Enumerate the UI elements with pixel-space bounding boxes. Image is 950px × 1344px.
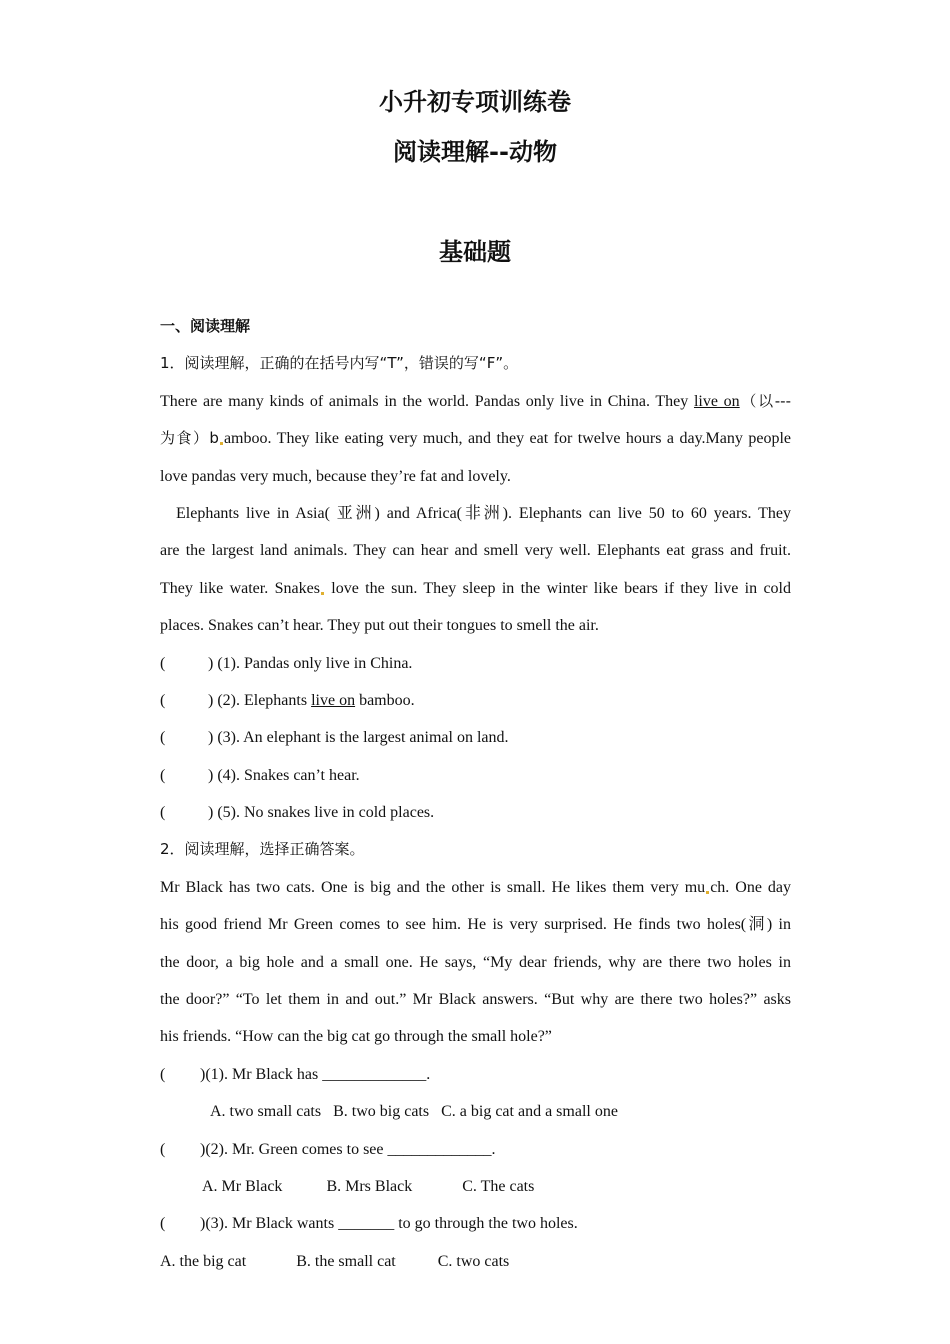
underlined-phrase: live on: [311, 691, 356, 709]
q2-question: ( )(1). Mr Black has _____________.: [160, 1065, 431, 1083]
underlined-phrase: live on: [693, 392, 740, 410]
q1-item: ( ) (4). Snakes can’t hear.: [160, 766, 360, 784]
q1-passage-line: They like water. Snakes love the sun. They sleep in the winter like bears if they live in cold: [160, 579, 792, 597]
q2-question: ( )(3). Mr Black wants _______ to go through the two holes.: [160, 1215, 578, 1233]
document-body: [160, 308, 791, 1280]
q2-options: [160, 1168, 791, 1205]
edit-mark: [706, 891, 709, 894]
option-b: B. two big cats: [333, 1103, 430, 1121]
edit-mark: [220, 442, 223, 445]
q1-instruction: 1．阅读理解，正确的在括号内写“T”，错误的写“F”。: [160, 354, 519, 373]
q2-question: ( )(2). Mr. Green comes to see _____________.: [160, 1140, 496, 1158]
q1-passage-line: 为食）b amboo. They like eating very much, and they eat for twelve hours a day.Many people: [160, 429, 791, 448]
difficulty-heading: 基础题: [439, 238, 511, 266]
q1-passage-line: are the largest land animals. They can hear and smell very well. Elephants eat grass and fruit.: [160, 542, 791, 560]
option-b: B. the small cat: [296, 1252, 396, 1270]
option-a: A. two small cats: [210, 1103, 322, 1121]
q1-item: ( ) (5). No snakes live in cold places.: [160, 804, 435, 822]
page-title: 小升初专项训练卷: [379, 88, 571, 116]
q2-passage-line: the door, a big hole and a small one. He says, “My dear friends, why are there two holes in: [160, 953, 791, 971]
q1-item: ( ) (1). Pandas only live in China.: [160, 654, 413, 672]
q2-options: [160, 1243, 791, 1280]
q1-passage-line: places. Snakes can’t hear. They put out their tongues to smell the air.: [160, 617, 599, 635]
option-c: C. two cats: [437, 1252, 510, 1270]
option-c: C. The cats: [462, 1177, 535, 1195]
option-c: C. a big cat and a small one: [441, 1103, 618, 1121]
section-heading: 一、阅读理解: [160, 317, 251, 335]
edit-mark: [321, 592, 324, 595]
page-subtitle: 阅读理解--动物: [393, 138, 557, 166]
option-a: A. Mr Black: [202, 1177, 283, 1195]
q2-options: [160, 1093, 791, 1130]
q1-item: ( ) (3). An elephant is the largest animal on land.: [160, 729, 509, 747]
q1-item: ( ) (2). Elephants live on bamboo.: [160, 691, 415, 709]
q1-passage-line: Elephants live in Asia( 亚洲) and Africa(非洲). Elephants can live 50 to 60 years. They: [176, 504, 791, 522]
option-b: B. Mrs Black: [326, 1177, 413, 1195]
q2-passage-line: his good friend Mr Green comes to see him. He is very surprised. He finds two holes(洞) in: [160, 916, 791, 934]
q2-passage-line: Mr Black has two cats. One is big and the other is small. He likes them very mu ch. One day: [160, 878, 792, 896]
q1-passage-line: There are many kinds of animals in the world. Pandas only live in China. They live on（以---: [160, 391, 792, 410]
q2-instruction: 2．阅读理解，选择正确答案。: [160, 840, 365, 859]
q1-passage-line: love pandas very much, because they’re fat and lovely.: [160, 467, 511, 485]
q2-passage-line: the door?” “To let them in and out.” Mr Black answers. “But why are there two holes?” asks: [160, 991, 791, 1009]
q2-passage-line: his friends. “How can the big cat go through the small hole?”: [160, 1028, 552, 1046]
option-a: A. the big cat: [160, 1252, 247, 1270]
